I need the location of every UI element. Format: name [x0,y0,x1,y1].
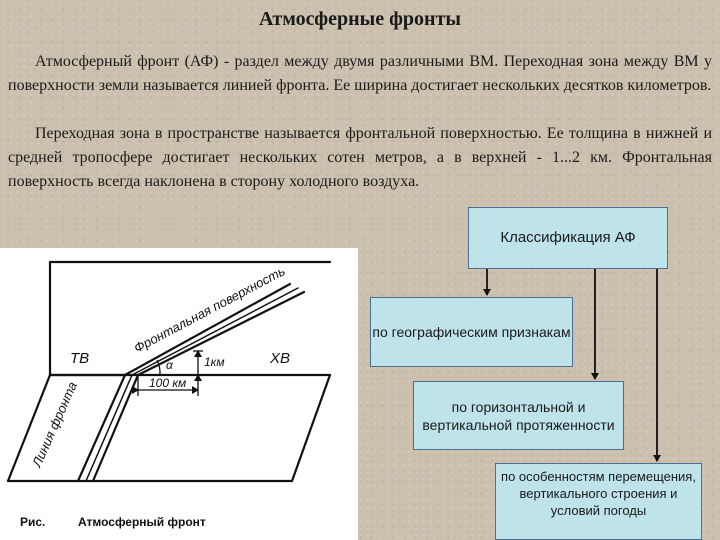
surface-label: Фронтальная поверхность [131,263,288,356]
distance-label: 100 км [149,376,187,390]
slide-title: Атмосферные фронты [258,8,462,30]
classification-extent-box [413,381,624,450]
classification-geo-box [370,297,573,367]
classification-root-box [468,207,668,269]
angle-label: α [166,358,173,372]
front-band-line-3 [93,375,138,481]
front-diagram [0,248,358,540]
cold-air-label: ХВ [270,350,291,367]
classification-geo-label: по географическим признакам [372,324,571,340]
definition-paragraph: Атмосферный фронт (АФ) - раздел между двумя различными ВМ. Переходная зона между ВМ у поверхности земли называется линией фронта. Ее ширина достигает нескольких десятков километров. [8,53,712,94]
front-line-label: Линия фронта [29,379,80,470]
frontal-surface-paragraph: Переходная зона в пространстве называется фронтальной поверхностью. Ее толщина в нижней и средней тропосфере достигает нескольких сотен метров, а в верхней - 1...2 км. Фронтальная поверхность всегда наклонена в сторону холодного воздуха. [8,125,712,190]
height-label: 1км [204,355,225,369]
classification-movement-label: по особенностям перемещения, вертикального строения и условий погоды [501,469,696,518]
atmospheric-front-figure [0,248,358,540]
classification-root-label: Классификация АФ [500,229,636,246]
caption-text: Атмосферный фронт [78,515,206,529]
angle-arc [157,360,160,375]
classification-movement-box [495,463,702,540]
front-band-line-1 [78,375,125,481]
classification-extent-label: по горизонтальной и вертикальной протяженности [422,398,615,433]
ground-right-edge [292,375,330,481]
caption-prefix: Рис. [20,515,46,529]
front-band-line-2 [86,375,132,481]
warm-air-label: ТВ [70,350,90,367]
